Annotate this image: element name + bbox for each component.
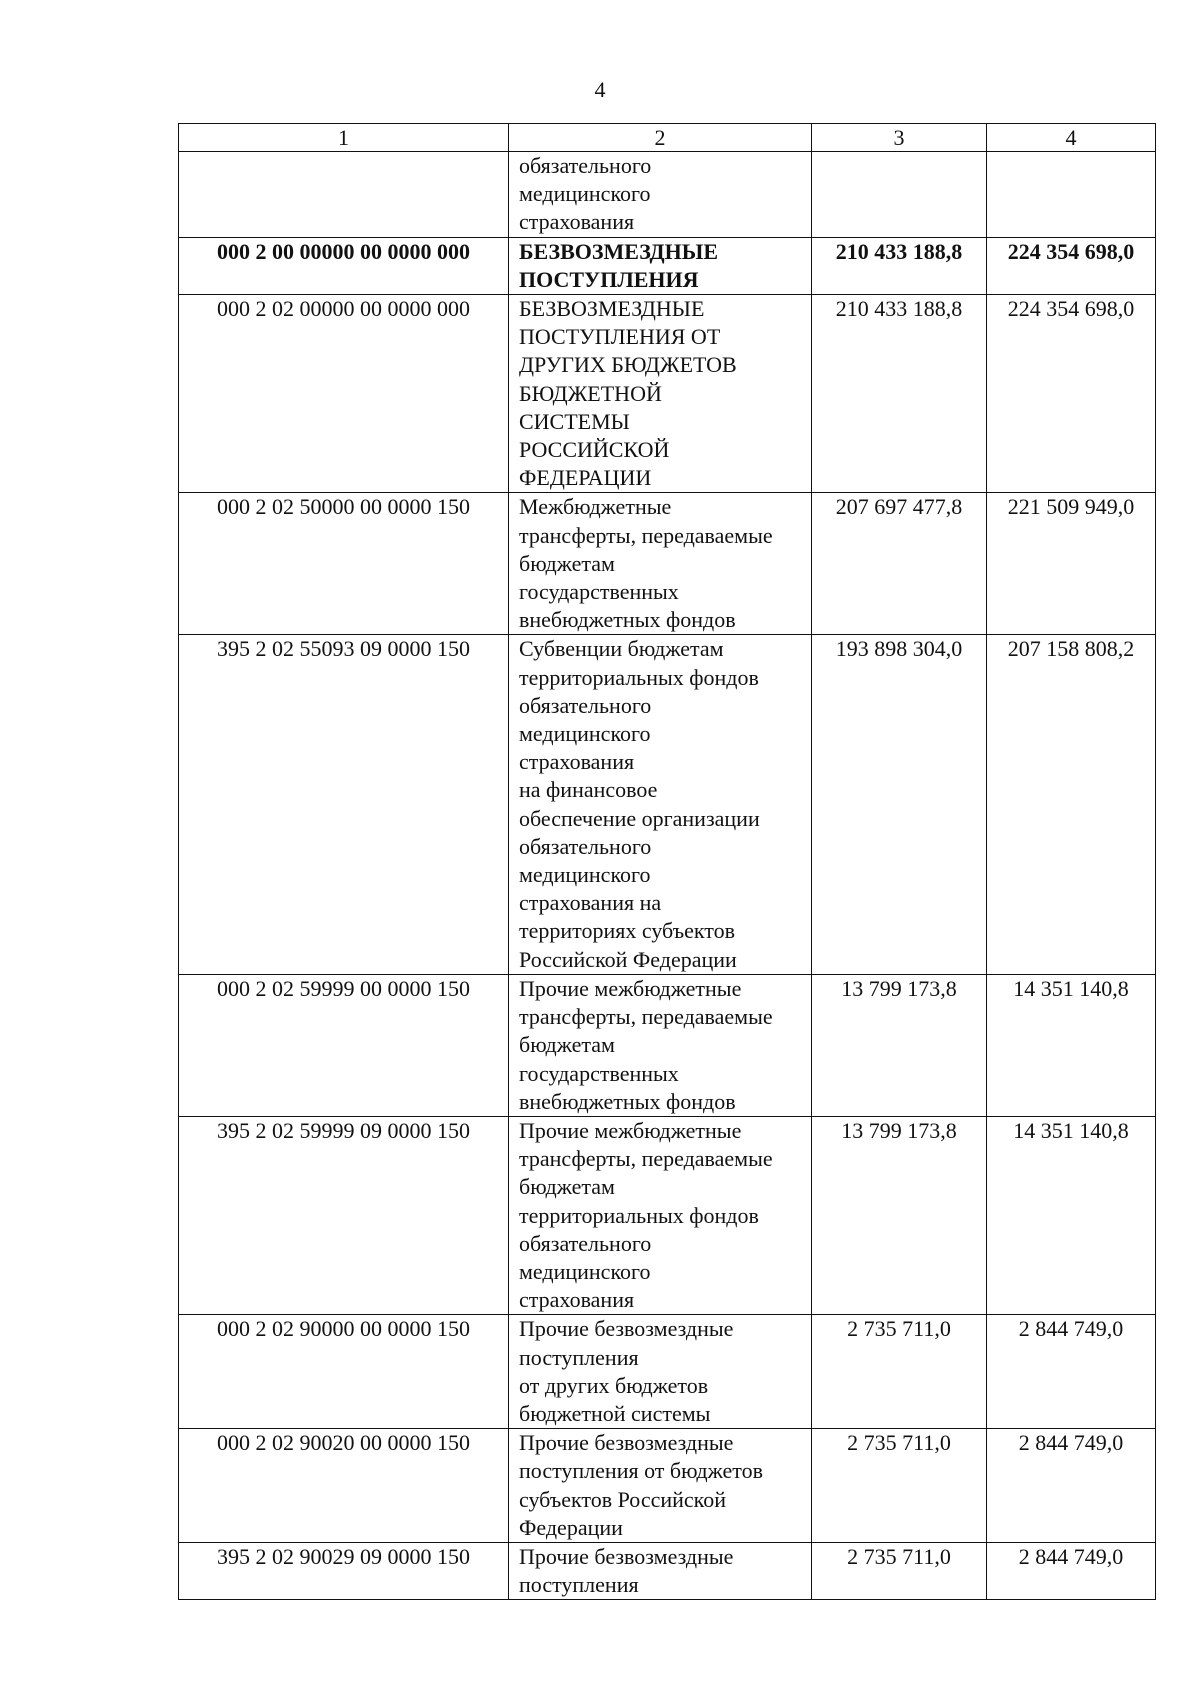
table-row [179,635,1156,974]
page-number: 4 [594,77,606,102]
budget-code-cell: 000 2 02 50000 00 0000 150 [179,493,509,635]
budget-code-cell: 000 2 02 00000 00 0000 000 [179,295,509,493]
amount-col3-cell: 2 735 711,0 [812,1315,987,1429]
amount-col4-cell: 2 844 749,0 [987,1315,1156,1429]
amount-col4-cell: 224 354 698,0 [987,237,1156,294]
amount-col4-cell: 2 844 749,0 [987,1429,1156,1543]
amount-col3-cell: 2 735 711,0 [812,1542,987,1599]
budget-code-cell [179,152,509,238]
amount-col3-cell: 13 799 173,8 [812,974,987,1116]
budget-code-cell: 395 2 02 55093 09 0000 150 [179,635,509,974]
amount-col4-cell: 14 351 140,8 [987,974,1156,1116]
budget-code-cell: 395 2 02 90029 09 0000 150 [179,1542,509,1599]
budget-code-cell: 000 2 02 90000 00 0000 150 [179,1315,509,1429]
item-name-cell: Прочие межбюджетные трансферты, передаваемые бюджетам территориальных фондов обязательного медицинского страхования [509,1116,812,1314]
header-cell-2: 2 [509,124,812,152]
item-name-cell: Прочие межбюджетные трансферты, передаваемые бюджетам государственных внебюджетных фондов [509,974,812,1116]
budget-table [178,123,1156,1600]
table-row [179,237,1156,294]
amount-col4-cell [987,152,1156,238]
budget-code-cell: 000 2 00 00000 00 0000 000 [179,237,509,294]
header-cell-4: 4 [987,124,1156,152]
table-row [179,1315,1156,1429]
amount-col3-cell: 193 898 304,0 [812,635,987,974]
amount-col3-cell: 2 735 711,0 [812,1429,987,1543]
item-name-cell: БЕЗВОЗМЕЗДНЫЕ ПОСТУПЛЕНИЯ [509,237,812,294]
table-row [179,295,1156,493]
table-row [179,1542,1156,1599]
item-name-cell: Прочие безвозмездные поступления от других бюджетов бюджетной системы [509,1315,812,1429]
table-row [179,152,1156,238]
amount-col4-cell: 14 351 140,8 [987,1116,1156,1314]
amount-col3-cell: 210 433 188,8 [812,295,987,493]
amount-col3-cell: 207 697 477,8 [812,493,987,635]
item-name-cell: БЕЗВОЗМЕЗДНЫЕ ПОСТУПЛЕНИЯ ОТ ДРУГИХ БЮДЖЕТОВ БЮДЖЕТНОЙ СИСТЕМЫ РОССИЙСКОЙ ФЕДЕРАЦИИ [509,295,812,493]
table-header-row [179,124,1156,152]
amount-col4-cell: 207 158 808,2 [987,635,1156,974]
item-name-cell: Межбюджетные трансферты, передаваемые бюджетам государственных внебюджетных фондов [509,493,812,635]
amount-col4-cell: 2 844 749,0 [987,1542,1156,1599]
amount-col3-cell [812,152,987,238]
table-row [179,493,1156,635]
item-name-cell: обязательного медицинского страхования [509,152,812,238]
table-row [179,1429,1156,1543]
amount-col3-cell: 13 799 173,8 [812,1116,987,1314]
header-cell-3: 3 [812,124,987,152]
header-cell-1: 1 [179,124,509,152]
budget-table-body [179,124,1156,1600]
budget-code-cell: 000 2 02 90020 00 0000 150 [179,1429,509,1543]
item-name-cell: Прочие безвозмездные поступления от бюджетов субъектов Российской Федерации [509,1429,812,1543]
table-row [179,974,1156,1116]
item-name-cell: Прочие безвозмездные поступления [509,1542,812,1599]
item-name-cell: Субвенции бюджетам территориальных фондов обязательного медицинского страхования на финансовое обеспечение организации обязательного медицинского страхования на территориях субъектов Российской Федерации [509,635,812,974]
budget-code-cell: 000 2 02 59999 00 0000 150 [179,974,509,1116]
amount-col3-cell: 210 433 188,8 [812,237,987,294]
amount-col4-cell: 224 354 698,0 [987,295,1156,493]
budget-code-cell: 395 2 02 59999 09 0000 150 [179,1116,509,1314]
amount-col4-cell: 221 509 949,0 [987,493,1156,635]
table-row [179,1116,1156,1314]
